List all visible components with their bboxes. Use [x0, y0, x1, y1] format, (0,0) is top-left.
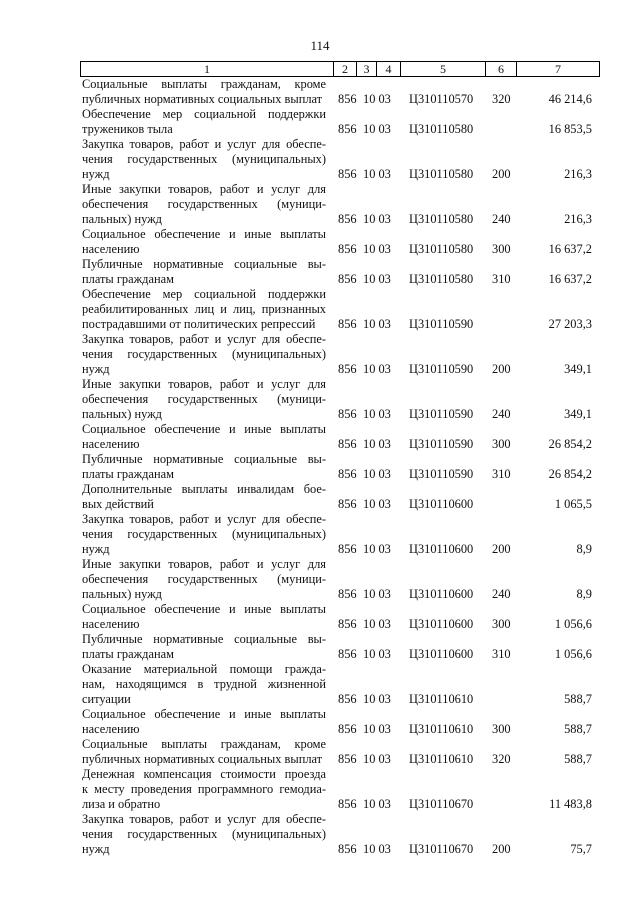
col-7-cell: 27 203,3	[548, 317, 592, 331]
description-line: Социальное обеспечение и иные выплаты	[82, 707, 326, 721]
col-7-cell: 26 854,2	[548, 437, 592, 451]
table-row	[0, 557, 640, 602]
header-col-1: 1	[80, 62, 333, 76]
col-3-4-cell: 10 03	[363, 122, 391, 136]
description-line: нужд	[82, 542, 110, 556]
col-5-cell: Ц310110610	[409, 722, 474, 736]
row-description	[82, 107, 326, 137]
col-3-4-cell: 10 03	[363, 692, 391, 706]
page-number: 114	[310, 38, 330, 53]
col-5-cell: Ц310110590	[409, 317, 474, 331]
col-3-4-cell: 10 03	[363, 92, 391, 106]
description-line: Дополнительные выплаты инвалидам бое-	[82, 482, 326, 496]
description-line: населению	[82, 722, 140, 736]
col-2-cell: 856	[338, 437, 357, 451]
description-line: чения государственных (муниципальных)	[82, 827, 326, 841]
description-line: Обеспечение мер социальной поддержки	[82, 107, 326, 121]
description-line: Социальное обеспечение и иные выплаты	[82, 602, 326, 616]
header-col-6: 6	[485, 62, 516, 76]
col-5-cell: Ц310110590	[409, 467, 474, 481]
col-7-cell: 1 065,5	[554, 497, 592, 511]
col-5-cell: Ц310110590	[409, 362, 474, 376]
table-row	[0, 332, 640, 377]
col-7-cell: 349,1	[564, 362, 592, 376]
col-2-cell: 856	[338, 122, 357, 136]
col-7-cell: 588,7	[564, 752, 592, 766]
table-row	[0, 632, 640, 662]
description-line: нужд	[82, 362, 110, 376]
col-2-cell: 856	[338, 797, 357, 811]
col-2-cell: 856	[338, 362, 357, 376]
header-col-5: 5	[400, 62, 485, 76]
col-2-cell: 856	[338, 92, 357, 106]
col-3-4-cell: 10 03	[363, 467, 391, 481]
col-3-4-cell: 10 03	[363, 212, 391, 226]
row-description	[82, 602, 326, 632]
col-3-4-cell: 10 03	[363, 617, 391, 631]
col-5-cell: Ц310110570	[409, 92, 474, 106]
row-description	[82, 287, 326, 332]
col-3-4-cell: 10 03	[363, 317, 391, 331]
description-line: Социальные выплаты гражданам, кроме	[82, 737, 326, 751]
col-3-4-cell: 10 03	[363, 242, 391, 256]
description-line: платы гражданам	[82, 272, 174, 286]
col-6-cell: 240	[492, 407, 511, 421]
col-7-cell: 216,3	[564, 212, 592, 226]
col-6-cell: 200	[492, 542, 511, 556]
description-line: Иные закупки товаров, работ и услуг для	[82, 377, 326, 391]
description-line: Закупка товаров, работ и услуг для обеспе-	[82, 137, 326, 151]
description-line: Оказание материальной помощи гражда-	[82, 662, 326, 676]
description-line: пальных) нужд	[82, 212, 162, 226]
col-3-4-cell: 10 03	[363, 407, 391, 421]
col-3-4-cell: 10 03	[363, 272, 391, 286]
row-description	[82, 422, 326, 452]
description-line: вых действий	[82, 497, 154, 511]
col-3-4-cell: 10 03	[363, 437, 391, 451]
row-description	[82, 812, 326, 857]
description-line: Иные закупки товаров, работ и услуг для	[82, 557, 326, 571]
col-3-4-cell: 10 03	[363, 752, 391, 766]
description-line: нужд	[82, 842, 110, 856]
description-line: платы гражданам	[82, 647, 174, 661]
col-7-cell: 75,7	[570, 842, 592, 856]
table-row	[0, 227, 640, 257]
description-line: платы гражданам	[82, 467, 174, 481]
col-5-cell: Ц310110670	[409, 797, 474, 811]
col-2-cell: 856	[338, 617, 357, 631]
row-description	[82, 452, 326, 482]
description-line: Денежная компенсация стоимости проезда	[82, 767, 326, 781]
description-line: пальных) нужд	[82, 407, 162, 421]
row-description	[82, 662, 326, 707]
col-5-cell: Ц310110590	[409, 437, 474, 451]
col-7-cell: 588,7	[564, 692, 592, 706]
col-2-cell: 856	[338, 752, 357, 766]
col-5-cell: Ц310110580	[409, 122, 474, 136]
col-6-cell: 310	[492, 467, 511, 481]
col-5-cell: Ц310110580	[409, 167, 474, 181]
table-row	[0, 377, 640, 422]
header-col-7: 7	[516, 62, 600, 76]
row-description	[82, 707, 326, 737]
table-row	[0, 812, 640, 857]
description-line: Закупка товаров, работ и услуг для обеспе-	[82, 512, 326, 526]
col-2-cell: 856	[338, 167, 357, 181]
description-line: Социальное обеспечение и иные выплаты	[82, 422, 326, 436]
header-col-2: 2	[333, 62, 356, 76]
col-6-cell: 240	[492, 212, 511, 226]
col-7-cell: 216,3	[564, 167, 592, 181]
description-line: к месту проведения программного гемодиа-	[82, 782, 326, 796]
table-row	[0, 422, 640, 452]
description-line: Закупка товаров, работ и услуг для обеспе-	[82, 332, 326, 346]
table-row	[0, 767, 640, 812]
col-6-cell: 300	[492, 617, 511, 631]
col-5-cell: Ц310110610	[409, 752, 474, 766]
col-5-cell: Ц310110600	[409, 617, 474, 631]
col-7-cell: 16 637,2	[548, 272, 592, 286]
col-7-cell: 1 056,6	[554, 617, 592, 631]
row-description	[82, 557, 326, 602]
description-line: Публичные нормативные социальные вы-	[82, 452, 326, 466]
table-row	[0, 662, 640, 707]
table-row	[0, 287, 640, 332]
col-5-cell: Ц310110590	[409, 407, 474, 421]
row-description	[82, 737, 326, 767]
description-line: Закупка товаров, работ и услуг для обеспе-	[82, 812, 326, 826]
col-6-cell: 200	[492, 842, 511, 856]
table-body	[0, 77, 640, 857]
table-row	[0, 137, 640, 182]
description-line: населению	[82, 617, 140, 631]
row-description	[82, 512, 326, 557]
table-row	[0, 737, 640, 767]
row-description	[82, 77, 326, 107]
col-6-cell: 300	[492, 242, 511, 256]
table-row	[0, 482, 640, 512]
description-line: Социальное обеспечение и иные выплаты	[82, 227, 326, 241]
col-5-cell: Ц310110600	[409, 542, 474, 556]
table-row	[0, 257, 640, 287]
row-description	[82, 182, 326, 227]
col-5-cell: Ц310110670	[409, 842, 474, 856]
col-6-cell: 200	[492, 362, 511, 376]
table-row	[0, 707, 640, 737]
col-6-cell: 240	[492, 587, 511, 601]
description-line: тружеников тыла	[82, 122, 173, 136]
col-2-cell: 856	[338, 242, 357, 256]
description-line: чения государственных (муниципальных)	[82, 347, 326, 361]
col-7-cell: 16 853,5	[548, 122, 592, 136]
col-3-4-cell: 10 03	[363, 542, 391, 556]
col-6-cell: 300	[492, 437, 511, 451]
description-line: Обеспечение мер социальной поддержки	[82, 287, 326, 301]
table-row	[0, 602, 640, 632]
col-7-cell: 46 214,6	[548, 92, 592, 106]
col-6-cell: 310	[492, 272, 511, 286]
col-3-4-cell: 10 03	[363, 722, 391, 736]
col-6-cell: 320	[492, 752, 511, 766]
col-2-cell: 856	[338, 272, 357, 286]
description-line: населению	[82, 242, 140, 256]
description-line: публичных нормативных социальных выплат	[82, 752, 323, 766]
col-5-cell: Ц310110600	[409, 587, 474, 601]
header-col-3: 3	[356, 62, 376, 76]
col-2-cell: 856	[338, 722, 357, 736]
row-description	[82, 632, 326, 662]
col-5-cell: Ц310110610	[409, 692, 474, 706]
col-6-cell: 200	[492, 167, 511, 181]
col-5-cell: Ц310110600	[409, 647, 474, 661]
table-header	[80, 61, 600, 77]
table-row	[0, 452, 640, 482]
col-2-cell: 856	[338, 542, 357, 556]
col-7-cell: 16 637,2	[548, 242, 592, 256]
row-description	[82, 137, 326, 182]
col-5-cell: Ц310110580	[409, 242, 474, 256]
col-6-cell: 320	[492, 92, 511, 106]
row-description	[82, 332, 326, 377]
col-6-cell: 300	[492, 722, 511, 736]
col-2-cell: 856	[338, 842, 357, 856]
col-2-cell: 856	[338, 587, 357, 601]
col-2-cell: 856	[338, 467, 357, 481]
col-7-cell: 26 854,2	[548, 467, 592, 481]
col-5-cell: Ц310110600	[409, 497, 474, 511]
table-row	[0, 107, 640, 137]
row-description	[82, 377, 326, 422]
col-3-4-cell: 10 03	[363, 497, 391, 511]
description-line: ситуации	[82, 692, 131, 706]
col-7-cell: 11 483,8	[549, 797, 592, 811]
col-7-cell: 8,9	[576, 542, 592, 556]
col-6-cell: 310	[492, 647, 511, 661]
col-5-cell: Ц310110580	[409, 272, 474, 286]
col-2-cell: 856	[338, 497, 357, 511]
description-line: обеспечения государственных (муници-	[82, 392, 326, 406]
col-3-4-cell: 10 03	[363, 797, 391, 811]
col-2-cell: 856	[338, 317, 357, 331]
description-line: публичных нормативных социальных выплат	[82, 92, 323, 106]
description-line: чения государственных (муниципальных)	[82, 527, 326, 541]
description-line: Публичные нормативные социальные вы-	[82, 257, 326, 271]
header-col-4: 4	[376, 62, 400, 76]
description-line: нам, находящимся в трудной жизненной	[82, 677, 326, 691]
col-7-cell: 588,7	[564, 722, 592, 736]
description-line: пострадавшими от политических репрессий	[82, 317, 316, 331]
col-3-4-cell: 10 03	[363, 167, 391, 181]
col-3-4-cell: 10 03	[363, 842, 391, 856]
table-row	[0, 77, 640, 107]
description-line: обеспечения государственных (муници-	[82, 197, 326, 211]
col-2-cell: 856	[338, 407, 357, 421]
table-row	[0, 182, 640, 227]
col-5-cell: Ц310110580	[409, 212, 474, 226]
row-description	[82, 482, 326, 512]
col-2-cell: 856	[338, 212, 357, 226]
col-2-cell: 856	[338, 692, 357, 706]
col-3-4-cell: 10 03	[363, 587, 391, 601]
description-line: нужд	[82, 167, 110, 181]
table-row	[0, 512, 640, 557]
description-line: Публичные нормативные социальные вы-	[82, 632, 326, 646]
col-7-cell: 8,9	[576, 587, 592, 601]
col-7-cell: 1 056,6	[554, 647, 592, 661]
col-2-cell: 856	[338, 647, 357, 661]
description-line: лиза и обратно	[82, 797, 161, 811]
col-3-4-cell: 10 03	[363, 362, 391, 376]
row-description	[82, 227, 326, 257]
description-line: реабилитированных лиц и лиц, признанных	[82, 302, 326, 316]
row-description	[82, 767, 326, 812]
col-3-4-cell: 10 03	[363, 647, 391, 661]
description-line: обеспечения государственных (муници-	[82, 572, 326, 586]
description-line: Иные закупки товаров, работ и услуг для	[82, 182, 326, 196]
col-7-cell: 349,1	[564, 407, 592, 421]
description-line: населению	[82, 437, 140, 451]
row-description	[82, 257, 326, 287]
description-line: пальных) нужд	[82, 587, 162, 601]
description-line: Социальные выплаты гражданам, кроме	[82, 77, 326, 91]
description-line: чения государственных (муниципальных)	[82, 152, 326, 166]
